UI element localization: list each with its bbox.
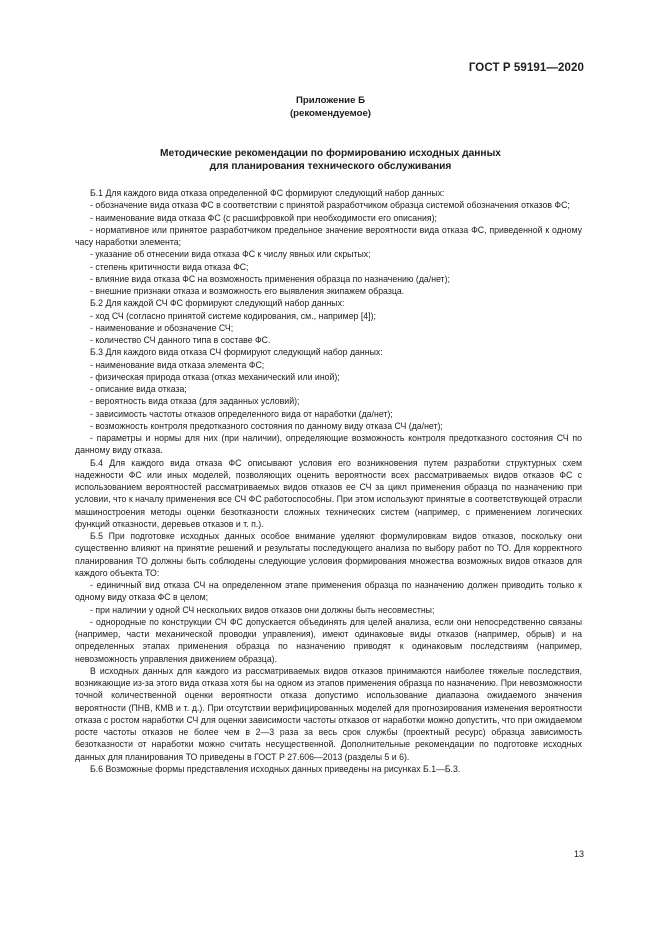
document-number: ГОСТ Р 59191—2020 <box>468 62 584 74</box>
list-item: - количество СЧ данного типа в составе ФС. <box>90 335 271 345</box>
list-item: - единичный вид отказа СЧ на определенном этапе применения образца по назначению должен приводить только к одному виду отказа ФС в целом; <box>75 580 582 603</box>
list-item: - вероятность вида отказа (для заданных условий); <box>90 396 300 407</box>
list-item: - наименование вида отказа элемента ФС; <box>90 359 265 370</box>
list-item: - параметры и нормы для них (при наличии), определяющие возможность контроля предотказного состояния СЧ по данному виду отказа. <box>75 433 582 456</box>
section-title <box>0 148 661 173</box>
list-item: - ход СЧ (согласно принятой системе кодирования, см., например [4]); <box>90 310 376 321</box>
list-item: - внешние признаки отказа и возможность его выявления экипажем образца. <box>90 286 405 296</box>
list-item: - наименование и обозначение СЧ; <box>90 322 234 333</box>
paragraph-b5: Б.5 При подготовке исходных данных особое внимание уделяют формулировкам видов отказов, поскольку они существенно влияют на принятие решений и результаты последующего анализа по выбору работ по ТО. Для корректного планирования ТО должны быть соблюдены следующие условия формирования множества возможных видов отказов для каждого объекта ТО: <box>75 531 582 578</box>
list-item: - зависимость частоты отказов определенного вида от наработки (да/нет); <box>90 408 393 419</box>
section-title-line-1: Методические рекомендации по формированию исходных данных <box>160 148 501 159</box>
list-item: - указание об отнесении вида отказа ФС к числу явных или скрытых; <box>90 249 371 260</box>
list-item: - физическая природа отказа (отказ механический или иной); <box>90 371 340 382</box>
appendix-heading <box>0 94 661 120</box>
list-item: - нормативное или принятое разработчиком предельное значение вероятности вида отказа ФС, приведенной к одному часу наработки элемента; <box>75 224 582 247</box>
paragraph-b4: Б.4 Для каждого вида отказа ФС описывают условия его возникновения путем разработки структурных схем надежности ФС или иных моделей, позволяющих оценить вероятности всех рассматриваемых видов отказов ФС с использованием вероятностей рассматриваемых видов отказов ее СЧ за цикл применения образца по назначению при условии, что к началу применения все СЧ ФС работоспособны. При этом используют принятые в соответствующей отрасли машиностроения методы оценки безотказности сложных технических систем (например, с применением логических функций отказности, деревьев отказов и т. п.). <box>75 457 582 529</box>
list-item: - однородные по конструкции СЧ ФС допускается объединять для целей анализа, если они непосредственно связаны (например, части механической проводки управления), имеют одинаковые виды отказов (например, обрыв) и на определенных этапах применения образца по назначению приводят к одинаковым последствиям (например, невозможность управления движением образца). <box>75 616 582 664</box>
paragraph-b6: Б.6 Возможные формы представления исходных данных приведены на рисунках Б.1—Б.3. <box>90 763 461 774</box>
list-item: - обозначение вида отказа ФС в соответствии с принятой разработчиком образца системой обозначения отказов ФС; <box>90 200 570 211</box>
paragraph-b3: Б.3 Для каждого вида отказа СЧ формируют следующий набор данных: <box>90 347 383 358</box>
appendix-subtitle: (рекомендуемое) <box>289 108 371 119</box>
list-item: - возможность контроля предотказного состояния по данному виду отказа СЧ (да/нет); <box>90 420 443 431</box>
list-item: - влияние вида отказа ФС на возможность применения образца по назначению (да/нет); <box>90 273 450 284</box>
list-item: - описание вида отказа; <box>90 384 187 394</box>
paragraph-b1: Б.1 Для каждого вида отказа определенной ФС формируют следующий набор данных: <box>90 188 445 198</box>
document-body <box>75 187 582 775</box>
list-item: - степень критичности вида отказа ФС; <box>90 261 249 272</box>
section-title-line-2: для планирования технического обслуживания <box>209 160 452 172</box>
page-number: 13 <box>573 849 584 859</box>
appendix-title: Приложение Б <box>296 95 365 106</box>
list-item: - при наличии у одной СЧ нескольких видов отказов они должны быть несовместны; <box>90 604 435 615</box>
paragraph-b2: Б.2 Для каждой СЧ ФС формируют следующий набор данных: <box>90 298 345 309</box>
list-item: - наименование вида отказа ФС (с расшифровкой при необходимости его описания); <box>90 212 437 223</box>
paragraph-initial-data: В исходных данных для каждого из рассматриваемых видов отказов принимаются наиболее тяжелые последствия, возникающие из-за этого вида отказа хотя бы на одном из этапов применения образца по назначению. При невозможности точной количественной оценки вероятности отказа допустимо использование диапазона ожидаемого значения вероятности (ПНВ, КМВ и т. д.). При отсутствии верифицированных моделей для прогнозирования изменения вероятности отказа с ростом наработки СЧ для оценки зависимости частоты отказов от наработки можно допустить, что при ожидаемом росте частоты отказов не более чем в 2—3 раза за весь срок службы (проектный ресурс) образца зависимость безотказности от наработки можно считать несущественной. Дополнительные рекомендации по подготовке исходных данных для планирования ТО приведены в ГОСТ Р 27.606—2013 (разделы 5 и 6). <box>75 665 582 762</box>
